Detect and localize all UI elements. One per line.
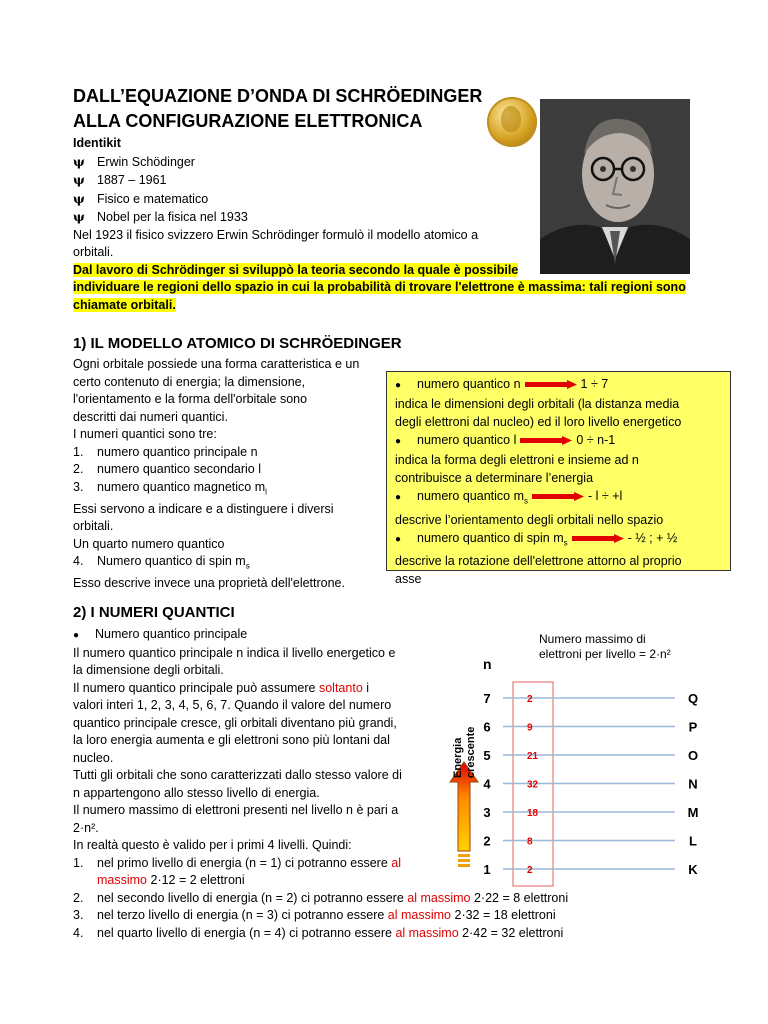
max-electrons-value: 18 xyxy=(527,808,539,819)
list-item: 1. nel primo livello di energia (n = 1) ci potranno essere al xyxy=(73,855,401,870)
box-item: ● numero quantico $m_s - l \div +l$ xyxy=(395,489,623,506)
psi-icon: ψ xyxy=(73,190,85,206)
list-item: 2. nel secondo livello di energia (n = 2) ci potranno essere al massimo 2·22 = 8 elettroni xyxy=(73,890,569,905)
section-1-heading: 1) IL MODELLO ATOMICO DI SCHRÖEDINGER xyxy=(73,335,402,352)
title-line-2: ALLA CONFIGURAZIONE ELETTRONICA xyxy=(73,111,423,131)
level-number: 3 xyxy=(483,805,491,820)
box-item: ● numero quantico l 0 ÷ n-1 xyxy=(395,433,616,447)
highlight-line: Dal lavoro di Schrödinger si sviluppò la teoria secondo la quale è possibile xyxy=(73,262,519,277)
level-number: 4 xyxy=(483,776,491,792)
identikit-item: ψ Nobel per la fisica nel 1933 xyxy=(73,209,248,224)
shell-letter: M xyxy=(687,805,699,820)
arrow-right-icon xyxy=(520,436,572,445)
list-item: 3. numero quantico magnetico $m_l$ xyxy=(73,479,267,496)
identikit-label: Identikit xyxy=(73,136,121,150)
level-number: 5 xyxy=(483,748,491,763)
section-2-heading: 2) I NUMERI QUANTICI xyxy=(73,604,235,621)
n-header: n xyxy=(483,656,492,672)
quantum-numbers-box: ● numero quantico n 1 ÷ 7 indica le dimensioni degli orbitali (la distanza media degli elettroni dal nucleo) ed il loro livello energetico ● numero quantico l 0 ÷ n-1 indica la forma degli elettroni e insieme ad n contribuisce a determinare l’energia ● numero quantico $m_s - l \div +l$ descrive l’orientamento degli orbitali nello spazio ● numero quantico di spin $m_s$ - ½ ; + ½ descrive la rotazione dell'elettrone attorno al proprio asse xyxy=(386,371,731,571)
highlight-line: individuare le regioni dello spazio in cui la probabilità di trovare l'elettrone è massima: tali regioni sono xyxy=(73,280,686,294)
highlight-line: chiamate orbitali. xyxy=(73,297,176,312)
section-2-body: ● Numero quantico principale Il numero quantico principale n indica il livello energetico e la dimensione degli orbitali. Il numero quantico principale può assumere soltanto i valori interi 1, 2, 3, 4, 5, 6, 7. Quando il valore del numero quantico principale cresce, gli orbitali diventano più grandi, la loro energia aumenta e gli elettroni sono più lontani dal nucleo. Tutti gli orbitali che sono caratterizzati dallo stesso valore di n appartengono allo stesso livello di energia. Il numero massimo di elettroni presenti nel livello n è pari a 2·n². In realtà questo è valido per i primi 4 livelli. Quindi: 1. nel primo livello di energia (n = 1) ci potranno essere al massimo 2·12 = 2 elettroni 2. nel secondo livello di energia (n = 2) ci potranno essere al massimo 2·22 = 8 elettroni 3. nel terzo livello di energia (n = 3) ci potranno essere al massimo 2·32 = 18 elettroni 4. nel quarto livello di energia (n = 4) ci potranno essere al massimo 2·42 = 32 elettroni xyxy=(73,626,568,942)
shell-letter: L xyxy=(689,833,697,849)
max-electrons-value: 21 xyxy=(527,751,539,762)
title-line-1: DALL’EQUAZIONE D’ONDA DI SCHRÖEDINGER xyxy=(73,86,483,106)
diagram-caption: Numero massimo di elettroni per livello = 2·n² xyxy=(539,632,671,661)
list-item: 3. nel terzo livello di energia (n = 3) ci potranno essere al massimo 2·32 = 18 elettroni xyxy=(73,908,556,922)
intro-line: Nel 1923 il fisico svizzero Erwin Schrödinger formulò il modello atomico a xyxy=(73,227,479,242)
arrow-right-icon xyxy=(572,534,624,543)
energy-label xyxy=(452,727,477,778)
max-electrons-value: 9 xyxy=(527,722,533,734)
psi-icon: ψ xyxy=(73,153,85,169)
max-electrons-value: 2 xyxy=(527,694,533,705)
list-item: 1. numero quantico principale n xyxy=(73,444,258,459)
shell-letter: Q xyxy=(687,691,699,706)
identikit-item: ψ Fisico e matematico xyxy=(73,190,209,206)
list-item: 4. Numero quantico di spin $m_s$ xyxy=(73,554,250,571)
arrow-right-icon xyxy=(532,492,584,501)
psi-icon: ψ xyxy=(73,172,85,187)
level-number: 7 xyxy=(483,691,491,706)
shell-letter: K xyxy=(688,862,698,877)
psi-icon: ψ xyxy=(73,209,85,224)
list-item-continuation: massimo 2·12 = 2 elettroni xyxy=(97,873,245,887)
arrow-right-icon xyxy=(525,380,577,389)
bullet-item: ● Numero quantico principale xyxy=(73,627,248,641)
intro-line: orbitali. xyxy=(73,245,114,259)
svg-text:crescente: crescente xyxy=(465,726,477,778)
energy-levels-diagram xyxy=(437,626,737,896)
level-number: 6 xyxy=(483,719,491,735)
list-item: 2. numero quantico secondario l xyxy=(73,462,261,476)
level-number: 2 xyxy=(483,833,491,849)
identikit-item: ψ 1887 – 1961 xyxy=(73,172,167,187)
section-1-body: Ogni orbitale possiede una forma caratteristica e un certo contenuto di energia; la dimensione, l'orientamento e la forma dell'orbitale sono descritti dai numeri quantici. I numeri quantici sono tre: 1. numero quantico principale n 2. numero quantico secondario l 3. numero quantico magnetico $m_l$ Essi servono a indicare e a distinguere i diversi orbitali. Un quarto numero quantico 4. Numero quantico di spin $m_s$ Esso descrive invece una proprietà dell'elettrone. xyxy=(73,357,360,590)
shell-letter: P xyxy=(688,719,698,735)
max-electrons-value: 8 xyxy=(527,836,533,848)
max-electrons-value: 2 xyxy=(527,865,533,876)
svg-text:Energia: Energia xyxy=(452,737,464,778)
diagram-svg xyxy=(437,626,737,896)
level-number: 1 xyxy=(483,862,491,877)
identikit-item: ψ Erwin Schödinger xyxy=(73,153,195,169)
shell-letter: O xyxy=(687,748,699,763)
max-electrons-value: 32 xyxy=(527,779,539,791)
identikit-block xyxy=(73,135,686,314)
box-item: ● numero quantico di spin $m_s$ - ½ ; + ½ xyxy=(395,530,678,547)
box-item: ● numero quantico n 1 ÷ 7 xyxy=(395,377,609,391)
shell-letter: N xyxy=(688,776,698,792)
list-item: 4. nel quarto livello di energia (n = 4) ci potranno essere al massimo 2·42 = 32 elettroni xyxy=(73,925,564,940)
page-title xyxy=(73,84,482,134)
